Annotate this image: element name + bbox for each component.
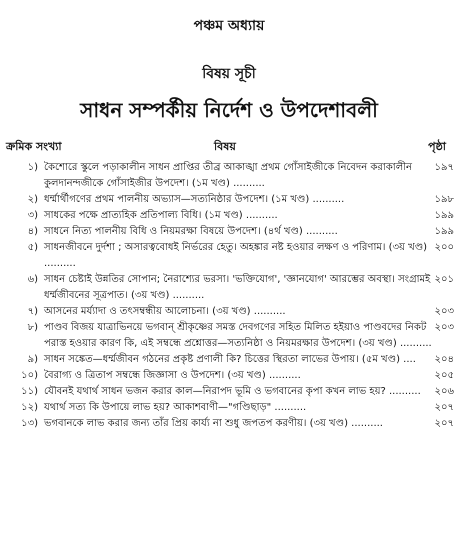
entry-page-number: ২০৭ [434, 418, 454, 429]
entry-number: ১৩) [21, 418, 38, 429]
entry-number: ৮) [27, 322, 38, 333]
contents-list [4, 160, 454, 432]
entry-text: সাধনে নিত্য পালনীয় বিধি ও নিয়মরক্ষা বিষয়ে উপদেশ। (৪র্থ খণ্ড) .......... [44, 226, 338, 237]
entry-number: ৭) [27, 306, 38, 317]
list-item [4, 416, 454, 432]
entry-text: পাণ্ডব বিজয় যাত্রাভিনয়ে ভগবান্ শ্রীকৃষ্ণের সমস্ত দেবগণের সহিত মিলিত হইয়াও পাণ্ডবদের নিকট পরাস্ত হওয়ার কারণ কি, এই সম্বন্ধে প্রশ্নোত্তর—সত্যনিষ্ঠা ও নিয়মরক্ষার উপদেশ। (৩য় খণ্ড) .......... [44, 322, 432, 349]
entry-text: সাধন সঙ্কেত—ধর্ম্মজীবন গঠনের প্রকৃষ্ট প্রণালী কি? চিত্তের স্থিরতা লাভের উপায়। (৫ম খণ্ড) .... [44, 354, 416, 365]
list-item [4, 208, 454, 224]
entry-text: কৈশোরে স্কুলে পড়াকালীন সাধন প্রাপ্তির তীব্র আকাঙ্খা প্রথম গোঁসাইজীকে নিবেদন করাকালীন কুলদানন্দজীকে গোঁসাইজীর উপদেশ। (১ম খণ্ড) .......... [44, 162, 412, 189]
entry-text: বৈরাগ্য ও ত্রিতাপ সম্বন্ধে জিজ্ঞাসা ও উপদেশ। (৩য় খণ্ড) .......... [44, 370, 301, 381]
entry-text: ভগবানকে লাভ করার জন্য তাঁর প্রিয় কার্য্য না শুধু জপতপ করণীয়। (৩য় খণ্ড) .......... [44, 418, 383, 429]
list-item [4, 192, 454, 208]
entry-number: ১২) [21, 402, 38, 413]
entry-number: ১১) [21, 386, 38, 397]
entry-page-number: ১৯৯ [434, 226, 454, 237]
page-column-header: পৃষ্ঠা [428, 140, 446, 153]
entry-text: ধর্ম্মার্থীগণের প্রথম পালনীয় অভ্যাস—সত্যনিষ্ঠার উপদেশ। (১ম খণ্ড) .......... [44, 194, 345, 205]
entry-text: যথার্থ সত্য কি উপায়ে লাভ হয়? আকাশবাণী—"গণ্ডিছাড়" .......... [44, 402, 307, 413]
entry-text: সাধনজীবনে দুর্দশা ; অসারত্ববোধই নির্ভরের হেতু। অহঙ্কার নষ্ট হওয়ার লক্ষণ ও পরিণাম। (৩য় খণ্ড) .......... [44, 242, 428, 269]
entry-page-number: ২০৪ [434, 354, 454, 365]
entry-text-block [44, 352, 454, 368]
entry-text: আসনের মর্য্যাদা ও তৎসম্বন্ধীয় আলোচনা। (৩য় খণ্ড) .......... [44, 306, 286, 317]
entry-text-block [44, 208, 454, 224]
entry-page-number: ২০৩ [434, 306, 454, 317]
entry-text-block [44, 224, 454, 240]
section-heading: সাধন সম্পর্কীয় নির্দেশ ও উপদেশাবলী [80, 98, 378, 122]
entry-text-block [44, 160, 454, 192]
subject-column-header: বিষয় [214, 140, 236, 153]
list-item [4, 352, 454, 368]
entry-text-block [44, 416, 454, 432]
entry-page-number: ২০৬ [434, 386, 454, 397]
entry-number: ৬) [27, 274, 38, 285]
entry-text: সাধন চেষ্টাই উন্নতির সোপান; নৈরাশ্যের ভরসা। 'ভক্তিযোগ', 'জ্ঞানযোগ' আরম্ভের অবস্থা। সংগ্রামই ধর্ম্মজীবনের সূত্রপাত। (৩য় খণ্ড) .......... [44, 274, 431, 301]
serial-column-header: ক্রমিক সংখ্যা [6, 140, 62, 153]
entry-number: ১) [27, 162, 38, 173]
column-headers [4, 138, 454, 156]
entry-text-block [44, 368, 454, 384]
entry-page-number: ২০৫ [434, 370, 454, 381]
list-item [4, 320, 454, 352]
entry-number: ২) [27, 194, 38, 205]
entry-text-block [44, 272, 454, 304]
entry-page-number: ১৯৭ [434, 162, 454, 173]
list-item [4, 272, 454, 304]
entry-number: ১০) [21, 370, 38, 381]
entry-text-block [44, 320, 454, 352]
entry-page-number: ২০০ [434, 242, 454, 253]
entry-number: ৫) [27, 242, 38, 253]
entry-page-number: ১৯৮ [434, 194, 454, 205]
contents-subtitle: বিষয় সূচী [202, 66, 256, 82]
entry-number: ৩) [27, 210, 38, 221]
entry-text-block [44, 400, 454, 416]
list-item [4, 368, 454, 384]
entry-text: যৌবনই যথার্থ সাধন ভজন করার কাল—নিরাপদ ভূমি ও ভগবানের কৃপা কখন লাভ হয়? .......... [44, 386, 421, 397]
entry-text-block [44, 304, 454, 320]
entry-page-number: ২০৭ [434, 402, 454, 413]
list-item [4, 224, 454, 240]
list-item [4, 160, 454, 192]
entry-text-block [44, 192, 454, 208]
entry-text: সাধকের পক্ষে প্রাত্যহিক প্রতিপাল্য বিধি। (১ম খণ্ড) .......... [44, 210, 278, 221]
list-item [4, 400, 454, 416]
entry-page-number: ১৯৯ [434, 210, 454, 221]
list-item [4, 240, 454, 272]
entry-number: ৪) [27, 226, 38, 237]
entry-number: ৯) [27, 354, 38, 365]
entry-page-number: ২০৩ [434, 322, 454, 333]
entry-text-block [44, 384, 454, 400]
entry-text-block [44, 240, 454, 272]
list-item [4, 304, 454, 320]
list-item [4, 384, 454, 400]
entry-page-number: ২০১ [434, 274, 454, 285]
chapter-title: পঞ্চম অধ্যায় [193, 18, 265, 34]
